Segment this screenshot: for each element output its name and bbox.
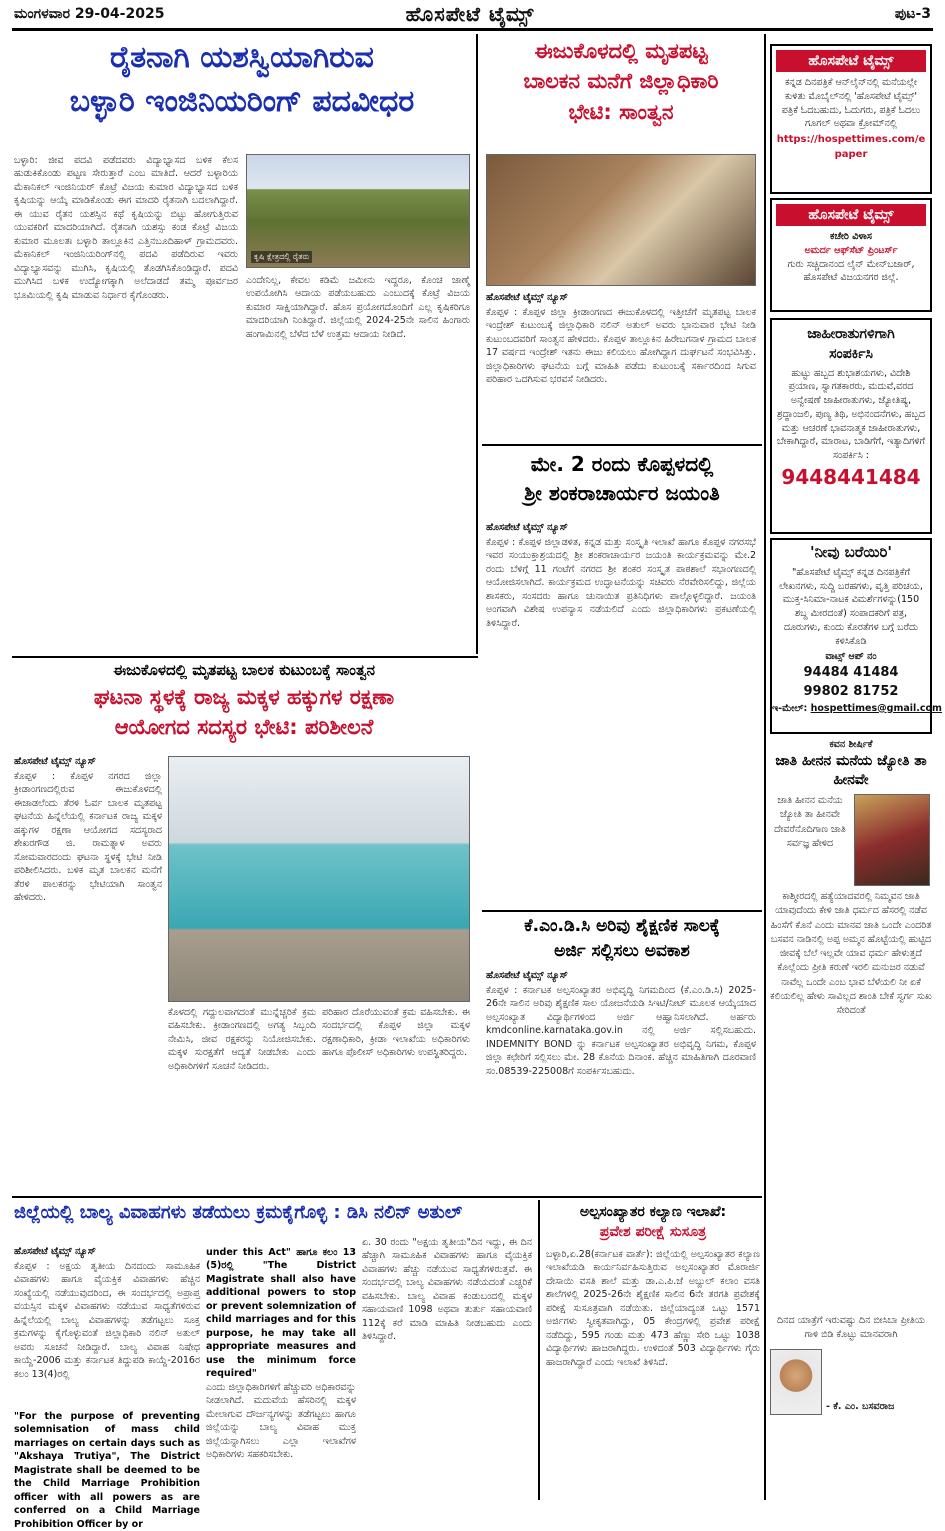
whatsapp-phone2[interactable]: 99802 81752 xyxy=(803,683,899,699)
issue-date: ಮಂಗಳವಾರ 29-04-2025 xyxy=(14,6,165,22)
story3-headline-line1: ಮೇ. 2 ರಂದು ಕೊಪ್ಪಳದಲ್ಲಿ xyxy=(530,452,714,476)
story7-divider xyxy=(538,1200,540,1500)
story6-english-quote2: under this Act" ಹಾಗೂ ಕಲಂ 13 (5)ರಲ್ಲಿ "The District Magistrate shall also have additional powers to stop or prevent solemnization of child marriages and for this purpose, he may take all appropriate measures and use the minimum force required" xyxy=(206,1247,356,1380)
story4-headline xyxy=(14,682,474,743)
poet-photo xyxy=(770,1349,822,1415)
sidebar-ads-title: ಜಾಹೀರಾತುಗಳಿಗಾಗಿ xyxy=(807,326,895,342)
sidebar-office-address: ಗುರು ಸಚ್ಚಿದಾನಂದ ಲೈನ್ ಮೇನ್‌ಬಜಾರ್, ಹೊಸಪೇಟೆ ವಿಜಯನಗರ ಜಿಲ್ಲೆ. xyxy=(787,258,915,284)
story2-photo xyxy=(486,154,756,286)
poem-intro: ಜಾತಿ ಹೀನನ ಮನೆಯ ಜ್ಯೋತಿ ತಾ ಹೀನವೇ ದೇವರೆನೊದಿಗಾಣ ಜಾತಿ ಸರ್ವಜ್ಞ ಹೇಳಿದ xyxy=(774,795,846,849)
story4-body: ಕೊಪ್ಪಳ : ಕೊಪ್ಪಳ ನಗರದ ಜಿಲ್ಲಾ ಕ್ರೀಡಾಂಗಣದಲ್ಲಿರುವ ಈಜುಕೊಳದಲ್ಲಿ ಈಜಾಡಲೆಂದು ತೆರಳಿ ಓರ್ವ ಬಾಲಕ ಮೃತಪಟ್ಟ ಘಟನೆಯ ಹಿನ್ನೆಲೆಯಲ್ಲಿ ಕರ್ನಾಟಕ ರಾಜ್ಯ ಮಕ್ಕಳ ಹಕ್ಕುಗಳ ರಕ್ಷಣಾ ಆಯೋಗದ ಸದಸ್ಯರಾದ ಶೇಖರಗೌಡ ಜಿ. ರಾಮತ್ನಾಳ ಅವರು ಸೋಮವಾರದಂದು ಘಟನಾ ಸ್ಥಳಕ್ಕೆ ಭೇಟಿ ನೀಡಿ ಪರಿಶೀಲಿಸಿದರು. ಬಳಿಕ ಮೃತ ಬಾಲಕನ ಮನೆಗೆ ತೆರಳಿ ಪಾಲಕರನ್ನು ಭೇಟಿಯಾಗಿ ಸಾಂತ್ವನ ಹೇಳಿದರು. xyxy=(14,771,162,904)
column-divider xyxy=(476,34,478,654)
sidebar-email-line xyxy=(772,702,942,716)
story6-body: ಕೊಪ್ಪಳ : ಅಕ್ಷಯ ತೃತೀಯ ದಿನದಂದು ಸಾಮೂಹಿಕ ವಿವಾಹಗಳು ಹಾಗೂ ವೈಯಕ್ತಿಕ ವಿವಾಹಗಳು ಹೆಚ್ಚಿನ ಸಂಖ್ಯೆಯಲ್ಲಿ ನಡೆಯುವುದರಿಂದ, ಈ ಸಂದರ್ಭದಲ್ಲಿ ಅಪ್ರಾಪ್ತ ವಯಸ್ಸಿನ ಮಕ್ಕಳ ವಿವಾಹಗಳು ನಡೆಯುವ ಸಾಧ್ಯತೆಗಳಿರುವ ಹಿನ್ನೆಲೆಯಲ್ಲಿ ಬಾಲ್ಯ ವಿವಾಹಗಳನ್ನು ತಡೆಗಟ್ಟಲು ಸೂಕ್ತ ಕ್ರಮಗಳನ್ನು ಕೈಗೊಳ್ಳುವಂತೆ ಜಿಲ್ಲಾಧಿಕಾರಿ ನಲಿನ್ ಅತುಲ್ ಅವರು ಸೂಚನೆ ನೀಡಿದ್ದಾರೆ. ಬಾಲ್ಯ ವಿವಾಹ ನಿಷೇಧ ಕಾಯ್ದೆ-2006 ಮತ್ತು ಕರ್ನಾಟಕ ತಿದ್ದುಪಡಿ ಕಾಯ್ದೆ-2016ರ ಕಲಂ 13(4)ರಲ್ಲಿ xyxy=(14,1261,200,1380)
story2-rule xyxy=(482,444,762,446)
poem-title: ಜಾತಿ ಹೀನನ ಮನೆಯ ಜ್ಯೋತಿ ತಾ ಹೀನವೇ xyxy=(775,753,927,789)
story3-byline: ಹೊಸಪೇಟೆ ಟೈಮ್ಸ್ ನ್ಯೂಸ್ xyxy=(486,522,568,533)
sidebar-epaper-box xyxy=(770,44,932,194)
story4-body3: ಪರಿಹಾರ ದೊರೆಯುವಂತೆ ಕ್ರಮ ವಹಿಸಬೇಕು. ಈ ಸಂದರ್ಭದಲ್ಲಿ ಕೊಪ್ಪಳ ಜಿಲ್ಲಾ ಮಕ್ಕಳ ರಕ್ಷಣಾಧಿಕಾರಿ, ಕ್ರೀಡಾ ಇಲಾಖೆಯ ಅಧಿಕಾರಿಗಳು ಹಾಗೂ ಪೊಲೀಸ್ ಅಧಿಕಾರಿಗಳು ಉಪಸ್ಥಿತರಿದ್ದರು. xyxy=(322,1007,470,1059)
poem-kicker: ಕವನ ಶೀರ್ಷಿಕೆ xyxy=(829,739,873,750)
story2-headline-line2: ಬಾಲಕನ ಮನೆಗೆ ಜಿಲ್ಲಾಧಿಕಾರಿ xyxy=(523,69,719,94)
story2-headline-line3: ಭೇಟಿ: ಸಾಂತ್ವನ xyxy=(568,99,674,124)
story6-top-rule xyxy=(12,1196,762,1198)
sidebar-epaper-title: ಹೊಸಪೇಟೆ ಟೈಮ್ಸ್ xyxy=(776,50,926,72)
story1-headline-line1: ರೈತನಾಗಿ ಯಶಸ್ವಿಯಾಗಿರುವ xyxy=(110,40,374,75)
story7-headline-line1: ಅಲ್ಪಸಂಖ್ಯಾತರ ಕಲ್ಯಾಣ ಇಲಾಖೆ: xyxy=(579,1204,727,1220)
sidebar-write-title: 'ನೀವು ಬರೆಯಿರಿ' xyxy=(809,543,892,561)
poem-tail: ದಿನದ ಯಾತ್ರೆಗೆ ಇರುವಷ್ಟು ದಿನ ಬೀಸಿಬಾ ಪ್ರೀತಿಯ ಗಾಳಿ ಬಿಡಿ ಕೊಟ್ಟು ಮಾನವರಾಗಿ xyxy=(777,1315,925,1341)
story2-headline xyxy=(482,36,760,127)
story5-headline xyxy=(482,914,762,963)
story1-headline xyxy=(14,36,470,123)
header-rule xyxy=(12,28,933,31)
story1-photo xyxy=(246,154,470,268)
story7-body: ಬಳ್ಳಾರಿ,ಏ.28(ಕರ್ನಾಟಕ ವಾರ್ತೆ): ಜಿಲ್ಲೆಯಲ್ಲಿ ಅಲ್ಪಸಂಖ್ಯಾತರ ಕಲ್ಯಾಣ ಇಲಾಖೆಯಡಿ ಕಾರ್ಯನಿರ್ವಹಿಸುತ್ತಿರುವ ಅಲ್ಪಸಂಖ್ಯಾತರ ಮೊರಾರ್ಜಿ ದೇಸಾಯಿ ವಸತಿ ಶಾಲೆ ಮತ್ತು ಡಾ.ಎ.ಪಿ.ಜೆ ಅಬ್ದುಲ್ ಕಲಾಂ ವಸತಿ ಶಾಲೆಗಳಲ್ಲಿ 2025-26ನೇ ಶೈಕ್ಷಣಿಕ ಸಾಲಿನ 6ನೇ ತರಗತಿ ಪ್ರವೇಶಕ್ಕೆ ಪರೀಕ್ಷೆ ಸುಸೂತ್ರವಾಗಿ ನಡೆಯಿತು. ಜಿಲ್ಲೆಯಾದ್ಯಂತ ಒಟ್ಟು 1571 ಅರ್ಜಿಗಳು ಸ್ವೀಕೃತವಾಗಿದ್ದು, 05 ಕೇಂದ್ರಗಳಲ್ಲಿ ಪ್ರವೇಶ ಪರೀಕ್ಷೆ ನಡೆದಿದ್ದು, 595 ಗಂಡು ಮತ್ತು 473 ಹೆಣ್ಣು ಸೇರಿ ಒಟ್ಟು 1038 ವಿದ್ಯಾರ್ಥಿಗಳು ಹಾಜರಾಗಿದ್ದರು. ಉಳಿದಂತೆ 503 ವಿದ್ಯಾರ್ಥಿಗಳು ಗೈರು ಹಾಜರಾಗಿದ್ದಾರೆ ಎಂದು ಇಲಾಖೆ ತಿಳಿಸಿದೆ. xyxy=(546,1249,760,1368)
sidebar-epaper-text: ಕನ್ನಡ ದಿನಪತ್ರಿಕೆ ಆನ್‌ಲೈನ್‌ನಲ್ಲಿ ಮನೆಯಲ್ಲೇ ಕುಳಿತು ಮೊಬೈಲ್‌ನಲ್ಲಿ 'ಹೊಸಪೇಟೆ ಟೈಮ್ಸ್' ಪತ್ರಿಕೆ ಓದಬಹುದು, ಓದುಗರು, ಪತ್ರಿಕೆ ಓದಲು ಗೂಗಲ್ ಅಥವಾ ಕ್ರೋಮ್‌ನಲ್ಲಿ xyxy=(781,77,921,130)
story3-rule xyxy=(482,910,762,912)
poet-name: - ಕೆ. ಎಂ. ಬಸವರಾಜ xyxy=(826,1401,895,1413)
whatsapp-phone1[interactable]: 94484 41484 xyxy=(803,665,899,681)
story5-headline-line2: ಅರ್ಜಿ ಸಲ್ಲಿಸಲು ಅವಕಾಶ xyxy=(554,940,690,961)
sidebar-printer-name: ಅಮರ್ದ ಆಫ್‌ಸೆಟ್ ಪ್ರಿಂಟರ್ಸ್ xyxy=(804,244,898,256)
sidebar-office-title: ಹೊಸಪೇಟೆ ಟೈಮ್ಸ್ xyxy=(776,204,926,226)
poem-intro-row xyxy=(770,794,932,886)
story2-byline: ಹೊಸಪೇಟೆ ಟೈಮ್ಸ್ ನ್ಯೂಸ್ xyxy=(486,292,568,303)
story6-body-col2 xyxy=(206,1246,356,1498)
sidebar-ads-box xyxy=(770,318,932,534)
poem-body: ಕಾಶ್ಮೀರದಲ್ಲಿ ಹತ್ಯೆಯಾದವರಲ್ಲಿ ನಿಮ್ಮವನ ಜಾತಿ ಯಾವುದೆಂದು ಕೇಳಿ ಜಾತಿ ಧರ್ಮದ ಹೆಸರಲ್ಲಿ ನಡೆವ ಹಿಂಸೆಗೆ ಕೊನೆ ಎಂದು ಮಾನವ ಜಾತಿ ಒಂದೇ ಎಂದರಿತ ಬಸವನ ನಾಡಿನಲ್ಲಿ ಅಪ್ಪ ಅಮ್ಮನ ಹೊಟ್ಟೆಯಲ್ಲಿ ಹುಟ್ಟಿದ ಜೀವಕ್ಕೆ ಬೆಲೆ ಇಲ್ಲವೇ ಯಾವ ಧರ್ಮ ಹೇಳುತ್ತದೆ ಕೊಲ್ಲೆಂದು ಪ್ರೀತಿ ಕರುಣೆ ಇರಲಿ ಮನುಜರ ನಡುವೆ ನಾವೆಲ್ಲ ಒಂದೇ ಎಂಬ ಭಾವ ಬೆಳೆಯಲಿ ನೀ ಏಕೆ ಕಲಿಯಲಿಲ್ಲ ಹೇಳು ಸಾವಿಲ್ಲದ ಶಾಂತಿ ಬೇಕೆ ಸ್ವರ್ಗ ಸುಖ ಸೇರಿದಂತೆ xyxy=(770,891,932,1017)
poem-illustration xyxy=(854,794,930,886)
sidebar-office-label: ಕಚೇರಿ ವಿಳಾಸ xyxy=(830,231,872,242)
story5-headline-line1: ಕೆ.ಎಂ.ಡಿ.ಸಿ ಅರಿವು ಶೈಕ್ಷಣಿಕ ಸಾಲಕ್ಕೆ xyxy=(524,916,720,936)
story6-headline: ಜಿಲ್ಲೆಯಲ್ಲಿ ಬಾಲ್ಯ ವಿವಾಹಗಳು ತಡೆಯಲು ಕ್ರಮಕೈಗೊಳ್ಳಿ : ಡಿಸಿ ನಲಿನ್ ಅತುಲ್ xyxy=(14,1202,463,1223)
sidebar-write-box xyxy=(770,538,942,734)
story2-headline-line1: ಈಜುಕೊಳದಲ್ಲಿ ಮೃತಪಟ್ಟ xyxy=(534,39,708,63)
page-number: ಪುಟ-3 xyxy=(894,6,931,22)
story4-top-rule xyxy=(12,656,478,658)
story6-byline: ಹೊಸಪೇಟೆ ಟೈಮ್ಸ್ ನ್ಯೂಸ್ xyxy=(14,1246,96,1257)
sidebar-ads-text: ಹುಟ್ಟು ಹಬ್ಬದ ಶುಭಾಶಯಗಳು, ವಿದೇಶಿ ಪ್ರಯಾಣ, ಸ್ವಾಗತಕಾರರು, ಮದುವೆ,ವರದ ಅನ್ವೇಷಣೆ ಜಾಹೀರಾತುಗಳು, ಜ್ಯೋತಿಷ್ಯ, ಶ್ರದ್ಧಾಂಜಲಿ, ಪುಣ್ಯ ತಿಥಿ, ಅಭಿನಂದನೆಗಳು, ಹಬ್ಬದ ಮತ್ತು ಆಚರಣೆ ಭಾವನಾತ್ಮಕ ಜಾಹೀರಾತುಗಳು, ಬೇಕಾಗಿದ್ದಾರೆ, ಮಾರಾಟ, ಬಾಡಿಗೆಗೆ, ಇತ್ಯಾದಿಗಳಿಗೆ ಸಂಪರ್ಕಿಸಿ : xyxy=(776,367,926,462)
story1-continued: ಎಂದೇನಿಲ್ಲ, ಕೇವಲ ಕಡಿಮೆ ಜಮೀನು ಇದ್ದರೂ, ಕೊಂಚ ಜಾಣ್ಮೆ ಉಪಯೋಗಿಸಿ ಆದಾಯ ಪಡೆಯಬಹುದು ಎಂಬುದಕ್ಕೆ ಕೊಟ್ರೆ ವಿಜಯ ಕುಮಾರ ಸಾಕ್ಷಿಯಾಗಿದ್ದಾರೆ. ಹೊಸ ಪ್ರಯೋಗದೊಂದಿಗೆ ಎಲ್ಲ ಕೃಷಿಕರಿಗೂ ಮಾದರಿಯಾಗಿ ನಿಂತಿದ್ದಾರೆ. ಜಿಲ್ಲೆಯಲ್ಲಿ 2024-25ನೇ ಸಾಲಿನ ಹಿಂಗಾರು ಹಂಗಾಮಿನಲ್ಲಿ ಬೆಳೆದ ಬೆಳೆ ಉತ್ತಮ ಆದಾಯ ನೀಡಿದೆ. xyxy=(246,275,470,340)
sidebar-whatsapp-label: ವಾಟ್ಸ್ ಆಪ್ ನಂ xyxy=(825,651,877,663)
story4-photo xyxy=(168,756,470,1002)
story4-headline-line1: ಘಟನಾ ಸ್ಥಳಕ್ಕೆ ರಾಜ್ಯ ಮಕ್ಕಳ ಹಕ್ಕುಗಳ ರಕ್ಷಣಾ xyxy=(93,685,395,709)
sidebar-office-box xyxy=(770,198,932,312)
email-link[interactable]: hospettimes@gmail.com xyxy=(810,702,942,714)
story4-headline-line2: ಆಯೋಗದ ಸದಸ್ಯರ ಭೇಟಿ: ಪರಿಶೀಲನೆ xyxy=(114,715,374,740)
story5-byline: ಹೊಸಪೇಟೆ ಟೈಮ್ಸ್ ನ್ಯೂಸ್ xyxy=(486,970,568,981)
poet-row xyxy=(770,1349,932,1415)
story1-lead: ಬಳ್ಳಾರಿ: ಜೀವ ಪದವಿ ಪಡೆದವರು ವಿದ್ಯಾಭ್ಯಾಸದ ಬಳಿಕ ಕೆಲಸ ಹುಡುಕಿಕೊಂಡು ಪಟ್ಟಣ ಸೇರುತ್ತಾರೆ ಎಂಬ ಮಾತಿದೆ. ಆದರೆ ಬಳ್ಳಾರಿಯ ಮೆಕಾನಿಕಲ್ ಇಂಜಿನಿಯರ್ ಕೊಟ್ರೆ ವಿಜಯ ಕುಮಾರ ವಿದ್ಯಾಭ್ಯಾಸದ ಬಳಿಕ ಕೃಷಿಯನ್ನು ಆಯ್ಕೆ ಮಾಡಿಕೊಂಡು ಈಗ ಮಾದರಿ ರೈತನಾಗಿ ಬದಲಾಗಿದ್ದಾರೆ. ಈ ಯುವ ರೈತನ ಯಶಸ್ಸಿನ ಕಥೆ ಕೃಷಿಯನ್ನು ಬಿಟ್ಟು ಹೋಗುತ್ತಿರುವ ಯುವಕರಿಗೆ ಮಾದರಿಯಾಗಿದೆ. ರೈತನಾಗಿ ಯಶಸ್ಸು ಕಂಡ ಕೊಟ್ರೆ ವಿಜಯ ಕುಮಾರ ಮೂಲತಃ ಬಳ್ಳಾರಿ ತಾಲ್ಲೂಕಿನ ಎತ್ತಿನಬೂದಿಹಾಳ್ ಗ್ರಾಮದವರು. ಮೆಕಾನಿಕಲ್ ಇಂಜಿನಿಯರಿಂಗ್‌ನಲ್ಲಿ ಪದವಿ ಪಡೆದಿರುವ ಇವರು ವಿದ್ಯಾಭ್ಯಾಸವನ್ನು ಮುಗಿಸಿ, ಕೃಷಿಯಲ್ಲಿ ತೊಡಗಿಸಿಕೊಂಡಿದ್ದಾರೆ. ಪದವಿ ಮುಗಿಸಿದ ಬಳಿಕ ಉದ್ಯೋಗಕ್ಕಾಗಿ ಅಲೆದಾಡದೆ ತಮ್ಮ ಪೂರ್ವಜರ ಭೂಮಿಯಲ್ಲಿ ಕೃಷಿ ಮಾಡುವ ನಿರ್ಧಾರ ಕೈಗೊಂಡರು. xyxy=(14,155,238,301)
story7-headline xyxy=(544,1202,762,1243)
masthead: ಹೊಸಪೇಟೆ ಟೈಮ್ಸ್ xyxy=(405,2,535,26)
story3-headline xyxy=(482,450,762,508)
story5-body: ಕೊಪ್ಪಳ : ಕರ್ನಾಟಕ ಅಲ್ಪಸಂಖ್ಯಾತರ ಅಭಿವೃದ್ಧಿ ನಿಗಮದಿಂದ (ಕೆ.ಎಂ.ಡಿ.ಸಿ) 2025-26ನೇ ಸಾಲಿನ ಅರಿವು ಶೈಕ್ಷಣಿಕ ಸಾಲ ಯೋಜನೆಯಡಿ ಸಿಇಟಿ/ನೀಟ್ ಮೂಲಕ ಆಯ್ಕೆಯಾದ ಅಲ್ಪಸಂಖ್ಯಾತ ವಿದ್ಯಾರ್ಥಿಗಳಿಂದ ಅರ್ಜಿ ಆಹ್ವಾನಿಸಲಾಗಿದೆ. ಅರ್ಹರು kmdconline.karnataka.gov.in ನಲ್ಲಿ ಅರ್ಜಿ ಸಲ್ಲಿಸಬಹುದು. INDEMNITY BOND ನ್ನು ಕರ್ನಾಟಕ ಅಲ್ಪಸಂಖ್ಯಾತರ ಅಭಿವೃದ್ಧಿ ನಿಗಮ, ಕೊಪ್ಪಳ ಜಿಲ್ಲಾ ಕಛೇರಿಗೆ ಸಲ್ಲಿಸಲು ಮೇ. 28 ಕೊನೆಯ ದಿನಾಂಕ. ಹೆಚ್ಚಿನ ಮಾಹಿತಿಗಾಗಿ ದೂರವಾಣಿ ಸಂ.08539-225008ಗೆ ಸಂಪರ್ಕಿಸಬಹುದು. xyxy=(486,985,756,1077)
story4-body2: ಕೊಳದಲ್ಲಿ ಗದ್ದುಲವಾಗದಂತೆ ಮುನ್ನೆಚ್ಚರಿಕೆ ಕ್ರಮ ವಹಿಸಬೇಕು. ಕ್ರೀಡಾಂಗಣದಲ್ಲಿ ಅಗತ್ಯ ಸಿಬ್ಬಂದಿ ನೇಮಿಸಿ, ಜೀವ ರಕ್ಷಕರನ್ನು ನಿಯೋಜಿಸಬೇಕು. ಮಕ್ಕಳ ಸುರಕ್ಷತೆಗೆ ಆದ್ಯತೆ ನೀಡಬೇಕು ಎಂದು ಅಧಿಕಾರಿಗಳಿಗೆ ಸೂಚನೆ ನೀಡಿದರು. xyxy=(168,1007,316,1072)
story6-body2: ಎಂದು ಜಿಲ್ಲಾಧಿಕಾರಿಗಳಿಗೆ ಹೆಚ್ಚುವರಿ ಅಧಿಕಾರವನ್ನು ನೀಡಲಾಗಿದೆ. ಮದುವೆಯ ಹೆಸರಿನಲ್ಲಿ ಮಕ್ಕಳ ಮೇಲಾಗುವ ದೌರ್ಜನ್ಯಗಳನ್ನು ತಡೆಗಟ್ಟಲು ಹಾಗೂ ಜಿಲ್ಲೆಯನ್ನು ಬಾಲ್ಯ ವಿವಾಹ ಮುಕ್ತ ಜಿಲ್ಲೆಯನ್ನಾಗಿಸಲು ಎಲ್ಲಾ ಇಲಾಖೆಗಳ ಅಧಿಕಾರಿಗಳು ಸಹಕರಿಸಬೇಕು. xyxy=(206,1381,356,1461)
sidebar-ads-contact: ಸಂಪರ್ಕಿಸಿ xyxy=(829,346,873,363)
sidebar-write-text: "ಹೊಸಪೇಟೆ ಟೈಮ್ಸ್ ಕನ್ನಡ ದಿನಪತ್ರಿಕೆಗೆ ಲೇಖನಗಳು, ಸುದ್ದಿ ಬರಹಗಳು, ವೃತ್ತಿ ಪರಿಚಯ, ಮುಕ್ತ-ಸಿನಿಮಾ-ನಾಟಕ ವಿಮರ್ಶೆಗಳನ್ನು(150 ಶಬ್ದ ಮೀರದಂತೆ) ಸಂಪಾದಕರಿಗೆ ಪತ್ರ, ದೂರುಗಳು, ಕುಂದು ಕೊರತೆಗಳ ಬಗ್ಗೆ ಬರೆದು ಕಳಿಸಿಕೊಡಿ xyxy=(779,566,923,647)
epaper-link[interactable]: https://hospettimes.com/epaper xyxy=(776,134,926,160)
story4-kicker: ಈಜುಕೊಳದಲ್ಲಿ ಮೃತಪಟ್ಟ ಬಾಲಕ ಕುಟುಂಬಕ್ಕೆ ಸಾಂತ್ವನ xyxy=(113,661,375,679)
story4-byline: ಹೊಸಪೇಟೆ ಟೈಮ್ಸ್ ನ್ಯೂಸ್ xyxy=(14,756,96,767)
story7-headline-line2: ಪ್ರವೇಶ ಪರೀಕ್ಷೆ ಸುಸೂತ್ರ xyxy=(599,1224,707,1241)
ads-phone[interactable]: 9448441484 xyxy=(781,464,921,489)
sidebar-poem xyxy=(770,738,932,1498)
story3-headline-line2: ಶ್ರೀ ಶಂಕರಾಚಾರ್ಯರ ಜಯಂತಿ xyxy=(524,481,720,505)
sidebar-divider xyxy=(764,34,766,1500)
story6-body3: ಏ. 30 ರಂದು "ಅಕ್ಷಯ ತೃತೀಯ"ದಿನ ಇದ್ದು, ಈ ದಿನ ಹೆಚ್ಚಾಗಿ ಸಾಮೂಹಿಕ ವಿವಾಹಗಳು ಹಾಗೂ ವೈಯಕ್ತಿಕ ವಿವಾಹಗಳು ಹೆಚ್ಚು ನಡೆಯುವ ಸಾಧ್ಯತೆಗಳಿರುತ್ತವೆ. ಈ ಸಂದರ್ಭದಲ್ಲಿ ಬಾಲ್ಯ ವಿವಾಹಗಳು ನಡೆಯದಂತೆ ಎಚ್ಚರಿಕೆ ವಹಿಸಬೇಕು. ಬಾಲ್ಯ ವಿವಾಹ ಕಂಡುಬಂದಲ್ಲಿ ಮಕ್ಕಳ ಸಹಾಯವಾಣಿ 1098 ಅಥವಾ ತುರ್ತು ಸಹಾಯವಾಣಿ 112ಕ್ಕೆ ಕರೆ ಮಾಡಿ ಮಾಹಿತಿ ನೀಡಬಹುದು ಎಂದು ತಿಳಿಸಿದ್ದಾರೆ. xyxy=(362,1237,532,1343)
email-label: ಇ-ಮೇಲ್: xyxy=(772,702,808,714)
story6-english-quote: "For the purpose of preventing solemnisation of mass child marriages on certain days such as "Akshaya Trutiya", The District Magistrate shall be deemed to be the Child Marriage Prohibition officer with all powers as are conferred on a Child Marriage Prohibition Officer by or xyxy=(14,1411,200,1530)
story2-body: ಕೊಪ್ಪಳ : ಕೊಪ್ಪಳ ಜಿಲ್ಲಾ ಕ್ರೀಡಾಂಗಣದ ಈಜುಕೊಳದಲ್ಲಿ ಇತ್ತೀಚೆಗೆ ಮೃತಪಟ್ಟ ಬಾಲಕ ಇಂದ್ರೇಶ್ ಕುಟುಂಬಕ್ಕೆ ಜಿಲ್ಲಾಧಿಕಾರಿ ನಲಿನ್ ಅತುಲ್ ಅವರು ಭಾನುವಾರ ಭೇಟಿ ನೀಡಿ ಕುಟುಂಬದವರಿಗೆ ಸಾಂತ್ವನ ಹೇಳಿದರು. ಕೊಪ್ಪಳ ತಾಲ್ಲೂಕಿನ ಹಿರೇಬಗನಾಳ ಗ್ರಾಮದ ಬಾಲಕ 17 ವರ್ಷದ ಇಂದ್ರೇಶ್ ಇತನು ಈಜು ಕಲಿಯಲು ಹೋಗಿದ್ದಾಗ ದುರ್ಘಟನೆ ಸಂಭವಿಸಿತ್ತು. ಜಿಲ್ಲಾಧಿಕಾರಿಗಳು ಘಟನೆಯ ಬಗ್ಗೆ ಮಾಹಿತಿ ಪಡೆದು ಕುಟುಂಬಕ್ಕೆ ಸರ್ಕಾರದಿಂದ ಸಿಗುವ ಪರಿಹಾರ ಒದಗಿಸುವ ಭರವಸೆ ನೀಡಿದರು. xyxy=(486,307,756,386)
story1-headline-line2: ಬಳ್ಳಾರಿ ಇಂಜಿನಿಯರಿಂಗ್ ಪದವೀಧರ xyxy=(69,83,415,119)
story3-body: ಕೊಪ್ಪಳ : ಕೊಪ್ಪಳ ಜಿಲ್ಲಾಡಳಿತ, ಕನ್ನಡ ಮತ್ತು ಸಂಸ್ಕೃತಿ ಇಲಾಖೆ ಹಾಗೂ ಕೊಪ್ಪಳ ನಗರಸಭೆ ಇವರ ಸಂಯುಕ್ತಾಶ್ರಯದಲ್ಲಿ ಶ್ರೀ ಶಂಕರಾಚಾರ್ಯರ ಜಯಂತಿ ಕಾರ್ಯಕ್ರಮವನ್ನು ಮೇ.2 ರಂದು ಬೆಳಿಗ್ಗೆ 11 ಗಂಟೆಗೆ ನಗರದ ಶ್ರೀ ಶಂಕರ ಸಂಸ್ಕೃತ ಪಾಠಶಾಲೆ ಸಭಾಂಗಣದಲ್ಲಿ ಆಯೋಜಿಸಲಾಗಿದೆ. ಕಾರ್ಯಕ್ರಮದ ಉದ್ಘಾಟನೆಯನ್ನು ಸಚಿವರು ನೆರವೇರಿಸಲಿದ್ದು, ಜಿಲ್ಲೆಯ ಶಾಸಕರು, ಸಂಸದರು ಹಾಗೂ ಚುನಾಯಿತ ಪ್ರತಿನಿಧಿಗಳು ಪಾಲ್ಗೊಳ್ಳಲಿದ್ದಾರೆ. ಜಯಂತಿ ಅಂಗವಾಗಿ ವಿಶೇಷ ಉಪನ್ಯಾಸ ನಡೆಯಲಿದೆ ಎಂದು ಜಿಲ್ಲಾಧಿಕಾರಿಗಳು ಪ್ರಕಟಣೆಯಲ್ಲಿ ತಿಳಿಸಿದ್ದಾರೆ. xyxy=(486,537,756,629)
story1-photo-caption: ಕೃಷಿ ಕ್ಷೇತ್ರದಲ್ಲಿ ರೈತರು xyxy=(251,251,312,263)
